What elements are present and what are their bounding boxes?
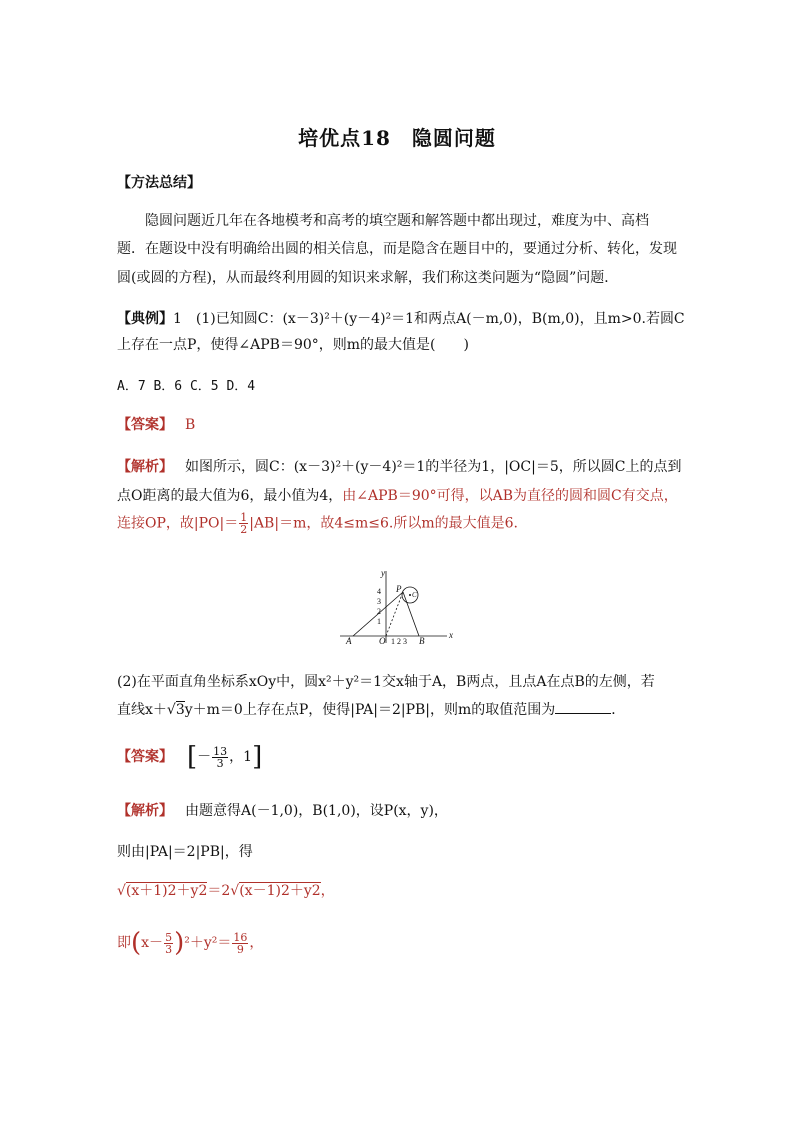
right-bracket: ] — [252, 742, 263, 772]
equals-two: ＝2 — [207, 883, 231, 899]
sqrt-symbol: √ — [166, 702, 176, 718]
answer-tag: 【答案】 — [117, 417, 173, 433]
answer-fraction — [212, 746, 228, 769]
method-line-2: 题．在题设中没有明确给出圆的相关信息，而是隐含在题目中的，要通过分析、转化，发现 — [117, 241, 677, 257]
example2-text-end: ． — [611, 702, 626, 718]
analysis-text-2-red: 由∠APB＝90°可得，以AB为直径的圆和圆C有交点， — [342, 488, 678, 504]
analysis-text-1: 如图所示，圆C：(x－3)²＋(y－4)²＝1的半径为1，|OC|＝5，所以圆C上的点到 — [185, 459, 682, 475]
example2-analysis-line-1 — [117, 800, 448, 822]
point-A-label: A — [346, 636, 352, 645]
step3-comma: ， — [320, 883, 335, 899]
answer-fraction-num: 13 — [213, 744, 228, 758]
sqrt-expr-2: (x－1)2＋y2 — [239, 883, 321, 899]
analysis-tag-2: 【解析】 — [117, 803, 173, 819]
point-C-label: C — [412, 591, 417, 599]
right-paren: ) — [174, 928, 185, 958]
point-O-label: O — [379, 636, 386, 645]
center-dot — [409, 594, 411, 596]
example1-options: A．7 B．6 C．5 D．4 — [117, 379, 256, 394]
answer-tag-2: 【答案】 — [117, 749, 173, 765]
step4-den-2: 9 — [236, 942, 244, 956]
method-line-1: 隐圆问题近几年在各地模考和高考的填空题和解答题中都出现过，难度为中、高档 — [145, 213, 649, 229]
example2-line-1: (2)在平面直角坐标系xOy中，圆x²＋y²＝1交x轴于A，B两点，且点A在点B的左侧，若 — [117, 674, 655, 690]
example1-analysis-line-2 — [117, 485, 678, 507]
example-number: 1 — [173, 311, 182, 327]
fraction-numerator: 1 — [240, 511, 248, 524]
analysis-text-3a: 连接OP，故|PO|＝ — [117, 515, 239, 532]
example1-line-2: 上存在一点P，使得∠APB＝90°，则m的最大值是( ) — [117, 337, 469, 353]
analysis-text-2: 点O距离的最大值为6，最小值为4， — [117, 488, 343, 504]
half-fraction — [239, 512, 248, 535]
y-axis-label: y — [381, 568, 385, 578]
geometry-figure — [335, 565, 455, 645]
step4-num-2: 16 — [233, 930, 248, 944]
example2-line-2 — [117, 699, 625, 721]
analysis-text-3c: 所以m的最大值是6. — [393, 515, 518, 532]
point-P-label: P — [396, 584, 402, 594]
sqrt-radicand: 3 — [175, 702, 185, 718]
analysis2-step-1: 由题意得A(－1,0)，B(1,0)，设P(x，y)， — [185, 803, 448, 819]
method-line-3: 圆(或圆的方程)，从而最终利用圆的知识来求解，我们称这类问题为“隐圆”问题． — [117, 270, 619, 286]
example1-line-1 — [117, 308, 685, 330]
example2-text-b: y＋m＝0上存在点P，使得|PA|＝2|PB|，则m的取值范围为 — [184, 702, 556, 718]
step4-end: ， — [249, 935, 264, 951]
point-B-label: B — [419, 636, 425, 645]
answer-rest: ，1 — [229, 749, 253, 765]
example2-answer — [117, 744, 262, 770]
example2-text-a: 直线x＋ — [117, 702, 167, 718]
step4-num-1: 5 — [165, 930, 173, 944]
step4-den-1: 3 — [165, 942, 173, 956]
example1-analysis-line-3 — [117, 512, 518, 535]
sqrt-expr-1: (x＋1)2＋y2 — [125, 883, 208, 899]
left-bracket: [ — [187, 742, 198, 772]
step4-prefix: 即 — [117, 935, 131, 951]
method-heading: 【方法总结】 — [117, 175, 201, 191]
page-title: 培优点18 隐圆问题 — [298, 126, 496, 150]
step4-fraction-2 — [232, 932, 248, 955]
line-OP — [386, 592, 403, 636]
left-paren: ( — [131, 928, 142, 958]
example2-analysis-line-3 — [117, 880, 335, 902]
y-tick-4: 4 — [377, 587, 381, 596]
sqrt-symbol-2: √ — [230, 883, 240, 899]
fraction-denominator: 2 — [240, 523, 248, 536]
sqrt-symbol-1: √ — [117, 883, 126, 899]
x-tick-labels: 1 2 3 — [391, 637, 407, 645]
example1-analysis-line-1 — [117, 456, 681, 478]
answer-value: B — [185, 417, 196, 433]
answer-fraction-den: 3 — [216, 756, 224, 770]
y-tick-3: 3 — [377, 597, 381, 606]
example2-analysis-line-4 — [117, 930, 263, 956]
example-tag: 【典例】 — [117, 311, 173, 327]
y-tick-2: 2 — [377, 607, 381, 616]
analysis-text-3b: |AB|＝m，故4≤m≤6. — [249, 515, 394, 532]
x-axis-label: x — [449, 630, 453, 640]
step4-x: x－ — [141, 935, 164, 951]
answer-blank — [555, 699, 611, 714]
analysis-tag: 【解析】 — [117, 459, 173, 475]
example1-answer — [117, 414, 195, 436]
y-tick-1: 1 — [377, 617, 381, 626]
step4-fraction-1 — [164, 932, 173, 955]
example1-question-1: (1)已知圆C：(x－3)²＋(y－4)²＝1和两点A(－m,0)，B(m,0)，且m>0.若圆C — [195, 311, 685, 327]
answer-minus: － — [197, 749, 212, 765]
step4-middle: ²＋y²＝ — [184, 935, 232, 951]
example2-analysis-line-2: 则由|PA|＝2|PB|，得 — [117, 844, 253, 860]
